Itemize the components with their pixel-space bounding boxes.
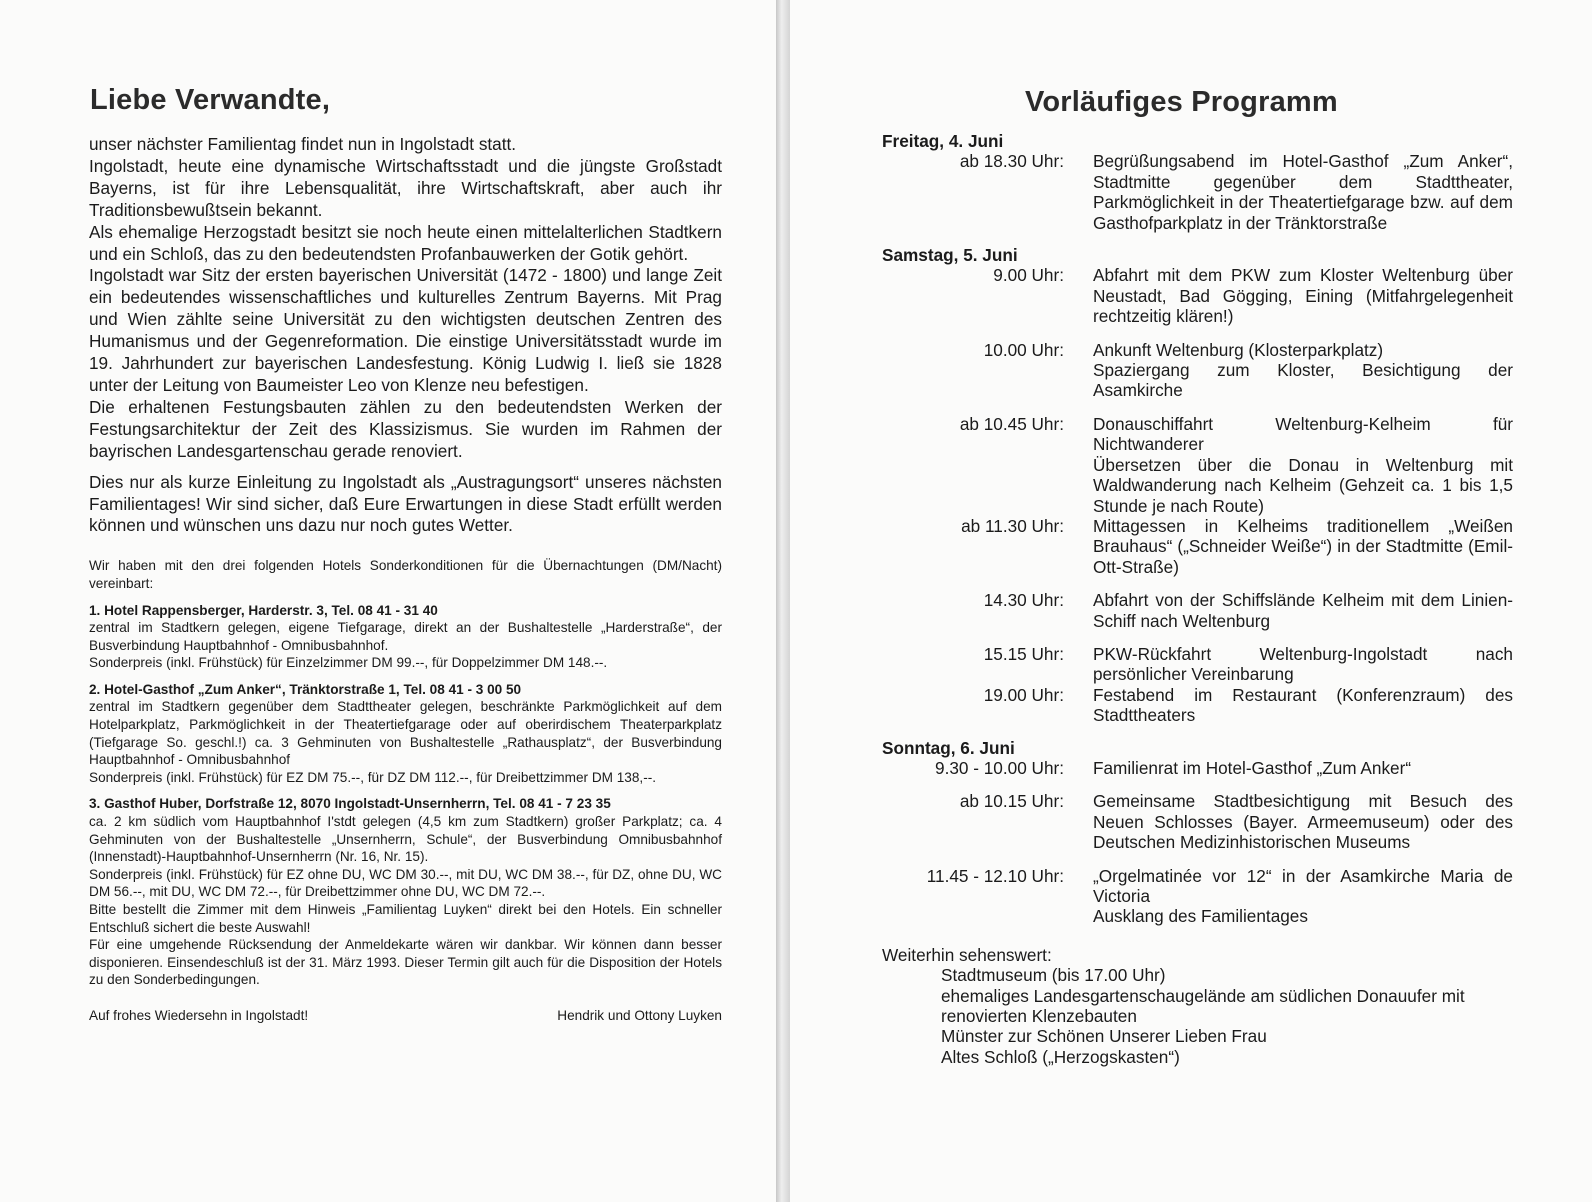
program-event xyxy=(882,791,1513,852)
event-line: Abfahrt mit dem PKW zum Kloster Weltenburg über Neustadt, Bad Gögging, Eining (Mitfahrgelegenheit rechtzeitig klären!) xyxy=(1093,265,1513,327)
hotel-description: zentral im Stadtkern gegenüber dem Stadttheater gelegen, beschränkte Parkmöglichkeit auf dem Hotelparkplatz, Parkmöglichkeit in der Theatertiefgarage oder auf oberirdischem Theaterparkplatz (Tiefgarage So. geschl.!) ca. 3 Gehminuten von Bushaltestelle „Rathausplatz“, der Busverbindung Hauptbahnhof - Omnibusbahnhof xyxy=(89,699,722,768)
program-event xyxy=(882,866,1513,927)
letter-paragraph: Die erhaltenen Festungsbauten zählen zu den bedeutendsten Werken der Festungsarchitektur der Zeit des Klassizismus. Sie wurden im Rahmen der bayrischen Landesgartenschau gerade renoviert. xyxy=(89,396,722,461)
registration-note: Für eine umgehende Rücksendung der Anmeldekarte wären wir dankbar. Wir können dann besser disponieren. Einsendeschluß ist der 31. März 1993. Dieser Termin gilt auch für die Disposition der Hotels zu den Sonderbedingungen. xyxy=(89,937,722,988)
event-description xyxy=(1093,644,1513,685)
hotel-description: zentral im Stadtkern gelegen, eigene Tiefgarage, direkt an der Bushaltestelle „Harderstraße“, der Busverbindung Hauptbahnhof - Omnibusbahnhof. xyxy=(89,620,722,653)
event-description xyxy=(1093,685,1513,726)
hotel-heading: 2. Hotel-Gasthof „Zum Anker“, Tränktorstraße 1, Tel. 08 41 - 3 00 50 xyxy=(89,681,522,697)
sights-list xyxy=(941,965,1513,1067)
event-time: 19.00 Uhr: xyxy=(983,684,1064,705)
book-gutter xyxy=(776,0,790,1202)
event-time: 15.15 Uhr: xyxy=(983,643,1064,664)
sight-item: ehemaliges Landesgartenschaugelände am südlichen Donauufer mit renovierten Klenzebauten xyxy=(941,985,1465,1027)
sights-section xyxy=(882,945,1513,1067)
event-time: 10.00 Uhr: xyxy=(983,339,1064,360)
day-saturday xyxy=(882,245,1513,726)
event-description xyxy=(1093,590,1513,631)
letter-title: Liebe Verwandte, xyxy=(90,84,331,116)
event-description xyxy=(1093,791,1513,852)
hotel-description: ca. 2 km südlich vom Hauptbahnhof I'stdt gelegen (4,5 km zum Stadtkern) großer Parkplatz; ca. 4 Gehminuten von der Bushaltestelle „Unsernherrn, Schule“, der Busverbindung Omnibusbahnhof (Innenstadt)-Hauptbahnhof-Unsernherrn (Nr. 16, Nr. 15). xyxy=(89,814,722,865)
event-time: ab 10.45 Uhr: xyxy=(959,413,1064,434)
hotels-intro: Wir haben mit den drei folgenden Hotels Sonderkonditionen für die Übernachtungen (DM/Nacht) vereinbart: xyxy=(89,558,722,591)
hotel-heading: 1. Hotel Rappensberger, Harderstr. 3, Tel. 08 41 - 31 40 xyxy=(89,602,438,618)
letter-paragraph: Ingolstadt, heute eine dynamische Wirtschaftsstadt und die jüngste Großstadt Bayerns, ist für ihre Lebensqualität, ihre Wirtschaftskraft, aber auch ihr Traditionsbewußtsein bekannt. xyxy=(89,155,722,220)
event-time: ab 18.30 Uhr: xyxy=(959,151,1064,172)
hotel-entry xyxy=(89,795,722,901)
event-line: „Orgelmatinée vor 12“ in der Asamkirche Maria de Victoria xyxy=(1093,865,1513,906)
program-event xyxy=(882,340,1513,401)
sight-item: Altes Schloß („Herzogskasten“) xyxy=(941,1046,1180,1067)
program-event xyxy=(882,516,1513,577)
farewell-text: Auf frohes Wiedersehn in Ingolstadt! xyxy=(89,1007,309,1023)
sight-item: Stadtmuseum (bis 17.00 Uhr) xyxy=(941,965,1166,986)
signature: Hendrik und Ottony Luyken xyxy=(557,1007,722,1023)
hotel-heading: 3. Gasthof Huber, Dorfstraße 12, 8070 Ingolstadt-Unsernherrn, Tel. 08 41 - 7 23 35 xyxy=(89,796,611,812)
event-description xyxy=(1093,516,1513,577)
letter-paragraph: Als ehemalige Herzogstadt besitzt sie noch heute einen mittelalterlichen Stadtkern und ein Schloß, das zu den bedeutendsten Profanbauwerken der Gotik gehört. xyxy=(89,221,722,264)
hotel-price: Sonderpreis (inkl. Frühstück) für EZ DM 75.--, für DZ DM 112.--, für Dreibettzimmer DM 138,--. xyxy=(89,769,657,785)
program-title: Vorläufiges Programm xyxy=(1025,86,1338,118)
event-line: Abfahrt von der Schiffslände Kelheim mit dem Linien-Schiff nach Weltenburg xyxy=(1093,590,1513,631)
hotel-price: Sonderpreis (inkl. Frühstück) für Einzelzimmer DM 99.--, für Doppelzimmer DM 148.--. xyxy=(89,655,608,671)
day-label: Freitag, 4. Juni xyxy=(882,131,1004,151)
booking-note: Bitte bestellt die Zimmer mit dem Hinweis „Familientag Luyken“ direkt bei den Hotels. Ein schneller Entschluß sichert die beste Auswahl! xyxy=(89,902,722,935)
program-event xyxy=(882,265,1513,326)
letter-paragraph: Dies nur als kurze Einleitung zu Ingolstadt als „Austragungsort“ unseres nächsten Familientages! Wir sind sicher, daß Eure Erwartungen in diese Stadt erfüllt werden können und wünschen uns dazu nur noch gutes Wetter. xyxy=(89,471,722,536)
event-line: Ausklang des Familientages xyxy=(1093,906,1308,927)
event-line: Begrüßungsabend im Hotel-Gasthof „Zum Anker“, Stadtmitte gegenüber dem Stadttheater, Parkmöglichkeit in der Theatertiefgarage bzw. auf dem Gasthofparkplatz in der Tränktorstraße xyxy=(1093,151,1513,233)
left-page xyxy=(0,0,776,1202)
right-page xyxy=(790,0,1592,1202)
hotel-entry xyxy=(89,602,722,672)
event-line: Übersetzen über die Donau in Weltenburg mit Waldwanderung nach Kelheim (Gehzeit ca. 1 bis 1,5 Stunde je nach Route) xyxy=(1093,454,1513,516)
event-description xyxy=(1093,265,1513,326)
event-line: Festabend im Restaurant (Konferenzraum) des Stadttheaters xyxy=(1093,684,1513,726)
hotel-price: Sonderpreis (inkl. Frühstück) für EZ ohne DU, WC DM 30.--, mit DU, WC DM 38.--, für DZ, ohne DU, WC DM 56.--, mit DU, WC DM 72.--, für Dreibettzimmer ohne DU, WC DM 72.--. xyxy=(89,866,722,900)
event-description xyxy=(1093,414,1513,516)
hotel-entry xyxy=(89,681,722,787)
event-time: 9.00 Uhr: xyxy=(993,265,1064,286)
day-label: Samstag, 5. Juni xyxy=(882,245,1018,266)
event-line: PKW-Rückfahrt Weltenburg-Ingolstadt nach persönlicher Vereinbarung xyxy=(1093,643,1513,685)
program-event xyxy=(882,414,1513,516)
day-sunday xyxy=(882,738,1513,927)
day-friday xyxy=(882,131,1513,233)
event-line: Mittagessen in Kelheims traditionellem „Weißen Brauhaus“ („Schneider Weiße“) in der Stadtmitte (Emil-Ott-Straße) xyxy=(1093,515,1513,577)
letter-paragraph: Ingolstadt war Sitz der ersten bayerischen Universität (1472 - 1800) und lange Zeit ein bedeutendes wissenschaftliches und kulturelles Zentrum Bayerns. Mit Prag und Wien zählte seine Universität zu den wichtigsten deutschen Zentren des Humanismus und der Gegenreformation. Die einstige Universitätsstadt wurde im 19. Jahrhundert zur bayerischen Landesfestung. König Ludwig I. ließ sie 1828 unter der Leitung von Baumeister Leo von Klenze neu befestigen. xyxy=(89,265,722,395)
event-description xyxy=(1093,151,1513,233)
event-description xyxy=(1093,866,1513,927)
program-event xyxy=(882,685,1513,726)
event-line: Gemeinsame Stadtbesichtigung mit Besuch des Neuen Schlosses (Bayer. Armeemuseum) oder des Deutschen Medizinhistorischen Museums xyxy=(1093,791,1513,853)
event-time: 11.45 - 12.10 Uhr: xyxy=(926,865,1064,886)
program-schedule xyxy=(882,131,1513,1067)
event-line: Familienrat im Hotel-Gasthof „Zum Anker“ xyxy=(1093,757,1412,778)
event-time: 14.30 Uhr: xyxy=(983,590,1064,611)
sights-title: Weiterhin sehenswert: xyxy=(882,944,1052,965)
event-line: Donauschiffahrt Weltenburg-Kelheim für Nichtwanderer xyxy=(1093,413,1513,455)
event-line: Ankunft Weltenburg (Klosterparkplatz) xyxy=(1093,339,1384,360)
event-line: Spaziergang zum Kloster, Besichtigung der Asamkirche xyxy=(1093,360,1513,401)
program-event xyxy=(882,644,1513,685)
event-time: ab 10.15 Uhr: xyxy=(959,791,1064,812)
hotels-section xyxy=(89,557,722,1024)
letter-body xyxy=(89,134,722,1025)
sight-item: Münster zur Schönen Unserer Lieben Frau xyxy=(941,1026,1267,1047)
sign-off xyxy=(89,1007,722,1025)
event-description xyxy=(1093,340,1513,401)
event-time: ab 11.30 Uhr: xyxy=(961,515,1064,536)
program-event xyxy=(882,590,1513,631)
letter-paragraph: unser nächster Familientag findet nun in Ingolstadt statt. xyxy=(89,134,517,154)
program-event xyxy=(882,758,1513,778)
event-time: 9.30 - 10.00 Uhr: xyxy=(935,757,1064,778)
program-event xyxy=(882,151,1513,233)
day-label: Sonntag, 6. Juni xyxy=(882,737,1015,758)
event-description xyxy=(1093,758,1513,778)
